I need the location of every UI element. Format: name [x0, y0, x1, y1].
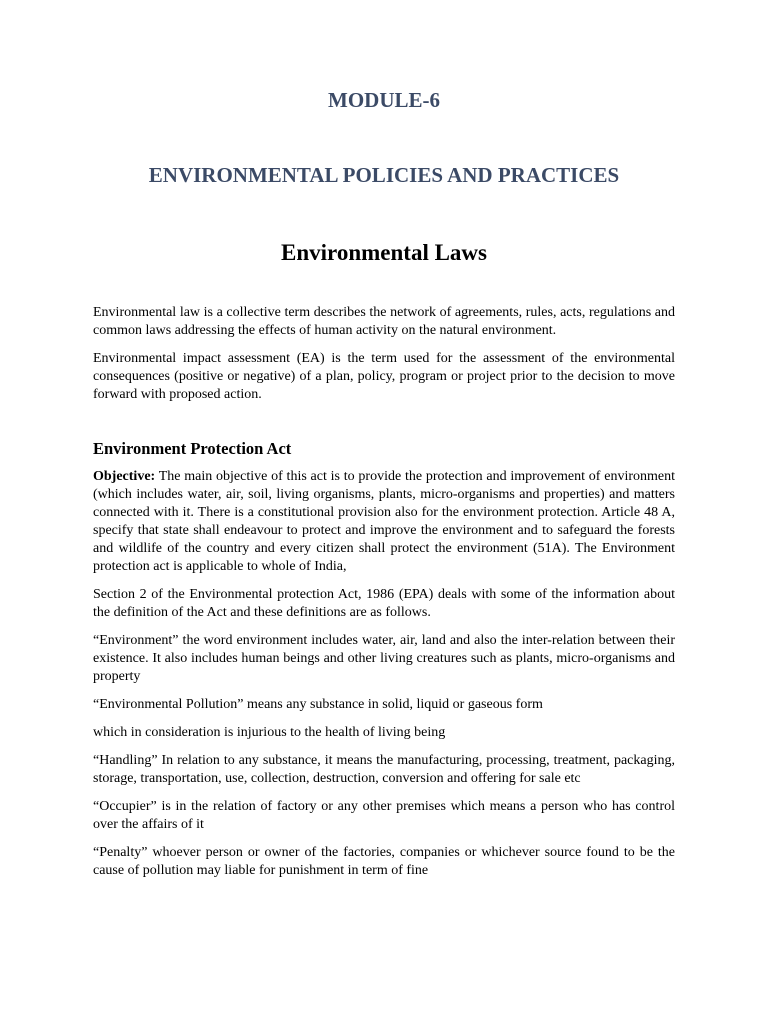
intro-paragraph-2: Environmental impact assessment (EA) is the term used for the assessment of the environmental consequences (positive or negative) of a plan, policy, program or project prior to the decision to move forward with proposed action.: [93, 351, 675, 402]
module-label: MODULE-6: [328, 88, 440, 112]
occupier-definition: “Occupier” is in the relation of factory or any other premises which means a person who has control over the affairs of it: [93, 799, 675, 832]
handling-definition: “Handling” In relation to any substance, it means the manufacturing, processing, treatment, packaging, storage, transportation, use, collection, destruction, conversion and offering for sale etc: [93, 753, 675, 786]
epa-heading: Environment Protection Act: [93, 439, 292, 458]
section-title: ENVIRONMENTAL POLICIES AND PRACTICES: [148, 163, 620, 187]
document-body: [93, 304, 675, 890]
section-2-paragraph: Section 2 of the Environmental protection Act, 1986 (EPA) deals with some of the information about the definition of the Act and these definitions are as follows.: [93, 587, 675, 620]
environment-definition: “Environment” the word environment includes water, air, land and also the inter-relation between their existence. It also includes human beings and other living creatures such as plants, micro-organisms and property: [93, 633, 675, 684]
objective-text: The main objective of this act is to provide the protection and improvement of environment (which includes water, air, soil, living organisms, plants, micro-organisms and properties) and matters connected with it. There is a constitutional provision also for the environment protection. Article 48 A, specify that state shall endeavour to protect and improve the environment and to safeguard the forests and wildlife of the country and every citizen shall protect the environment (51A). The Environment protection act is applicable to whole of India,: [93, 469, 675, 574]
page-title: Environmental Laws: [281, 240, 487, 265]
objective-paragraph: [93, 468, 675, 576]
pollution-definition: “Environmental Pollution” means any substance in solid, liquid or gaseous form: [93, 697, 543, 712]
intro-paragraph-1: Environmental law is a collective term describes the network of agreements, rules, acts, regulations and common laws addressing the effects of human activity on the natural environment.: [93, 305, 675, 338]
pollution-definition-continued: which in consideration is injurious to the health of living being: [93, 725, 446, 740]
objective-label: Objective:: [93, 469, 156, 484]
penalty-definition: “Penalty” whoever person or owner of the factories, companies or whichever source found to be the cause of pollution may liable for punishment in term of fine: [93, 845, 675, 878]
